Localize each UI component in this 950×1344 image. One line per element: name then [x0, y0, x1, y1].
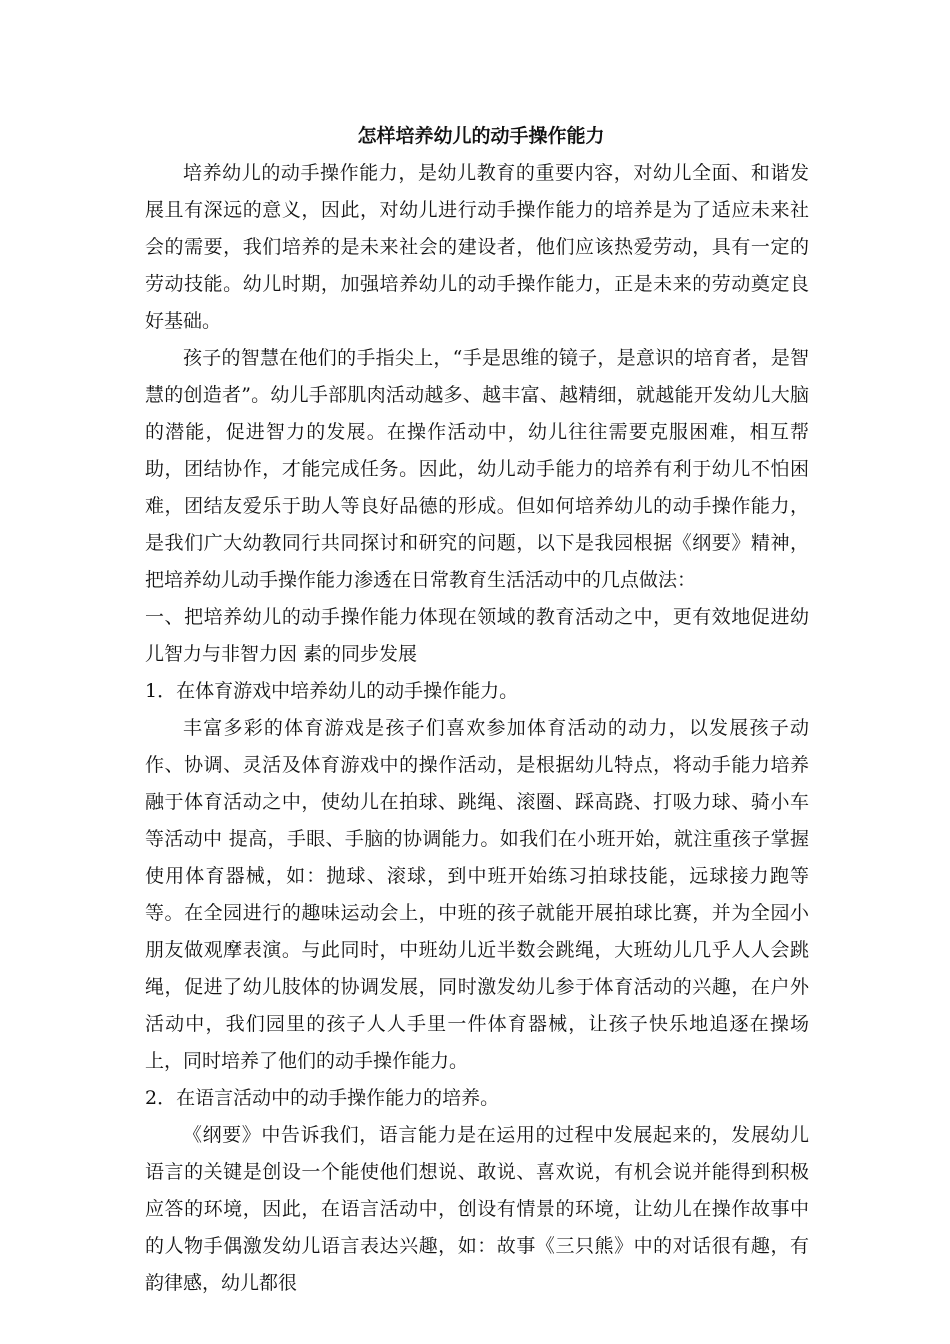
document-page: [145, 118, 809, 1302]
subsection-2-heading: 2．在语言活动中的动手操作能力的培养。: [145, 1087, 500, 1109]
document-title: 怎样培养幼儿的动手操作能力: [357, 125, 605, 147]
subsection-1-heading: 1．在体育游戏中培养幼儿的动手操作能力。: [145, 680, 519, 702]
intro-paragraph-2: 孩子的智慧在他们的手指尖上，“手是思维的镜子，是意识的培育者，是智慧的创造者”。幼儿手部肌肉活动越多、越丰富、越精细，就越能开发幼儿大脑的潜能，促进智力的发展。在操作活动中，幼儿往往需要克服困难，相互帮助，团结协作，才能完成任务。因此，幼儿动手能力的培养有利于幼儿不怕困难，团结友爱乐于助人等良好品德的形成。但如何培养幼儿的动手操作能力，是我们广大幼教同行共同探讨和研究的问题，以下是我园根据《纲要》精神，把培养幼儿动手操作能力渗透在日常教育生活活动中的几点做法：: [145, 347, 809, 591]
intro-paragraph-1: 培养幼儿的动手操作能力，是幼儿教育的重要内容，对幼儿全面、和谐发展且有深远的意义，因此，对幼儿进行动手操作能力的培养是为了适应未来社会的需要，我们培养的是未来社会的建设者，他们应该热爱劳动，具有一定的劳动技能。幼儿时期，加强培养幼儿的动手操作能力，正是未来的劳动奠定良好基础。: [145, 162, 809, 332]
subsection-1-paragraph: 丰富多彩的体育游戏是孩子们喜欢参加体育活动的动力，以发展孩子动作、协调、灵活及体育游戏中的操作活动，是根据幼儿特点，将动手能力培养融于体育活动之中，使幼儿在拍球、跳绳、滚圈、踩高跷、打吸力球、骑小车等活动中 提高，手眼、手脑的协调能力。如我们在小班开始，就注重孩子掌握使用体育器械，如：抛球、滚球，到中班开始练习拍球技能，远球接力跑等等。在全园进行的趣味运动会上，中班的孩子就能开展拍球比赛，并为全园小朋友做观摩表演。与此同时，中班幼儿近半数会跳绳，大班幼儿几乎人人会跳绳，促进了幼儿肢体的协调发展，同时激发幼儿参于体育活动的兴趣，在户外活动中，我们园里的孩子人人手里一件体育器械，让孩子快乐地追逐在操场上，同时培养了他们的动手操作能力。: [145, 717, 809, 1072]
subsection-2-paragraph: 《纲要》中告诉我们，语言能力是在运用的过程中发展起来的，发展幼儿语言的关键是创设一个能使他们想说、敢说、喜欢说，有机会说并能得到积极应答的环境，因此，在语言活动中，创设有情景的环境，让幼儿在操作故事中的人物手偶激发幼儿语言表达兴趣，如：故事《三只熊》中的对话很有趣，有韵律感，幼儿都很: [145, 1124, 809, 1294]
section-1-heading: 一、把培养幼儿的动手操作能力体现在领域的教育活动之中，更有效地促进幼儿智力与非智力因 素的同步发展: [145, 606, 809, 665]
